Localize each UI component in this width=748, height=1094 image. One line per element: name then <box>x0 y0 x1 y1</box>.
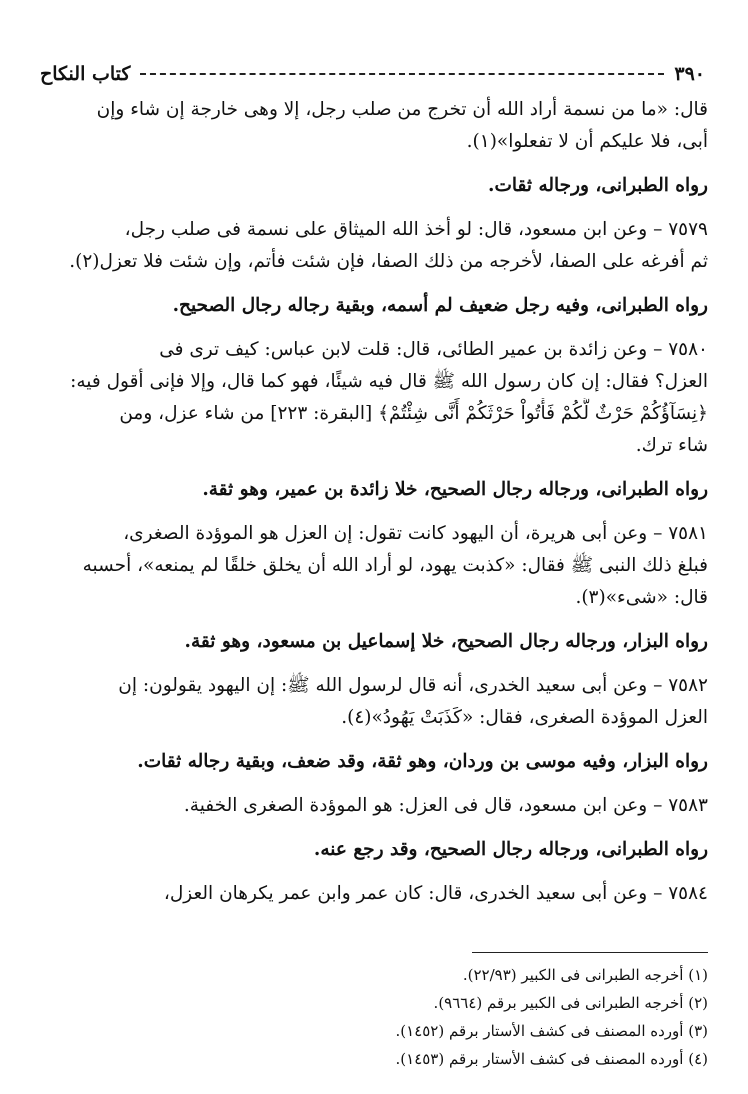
narration-note: رواه البزار، وفيه موسى بن وردان، وهو ثقة، وقد ضعف، وبقية رجاله ثقات. <box>137 751 708 772</box>
hadith-7580-line: ٧٥٨٠ – وعن زائدة بن عمير الطائى، قال: قلت لابن عباس: كيف ترى فى <box>159 339 708 360</box>
main-text <box>40 94 708 910</box>
footnote: (٣) أورده المصنف فى كشف الأستار برقم (١٤٥٢). <box>395 1022 708 1040</box>
page-header <box>40 60 705 88</box>
text-line: شاء ترك. <box>635 435 708 456</box>
hadith-7583-line: ٧٥٨٣ – وعن ابن مسعود، قال فى العزل: هو الموؤدة الصغرى الخفية. <box>183 795 708 816</box>
text-line: العزل الموؤدة الصغرى، فقال: «كَذَبَتْ يَهُودُ»(٤). <box>341 707 708 728</box>
footnote: (٢) أخرجه الطبرانى فى الكبير برقم (٩٦٦٤). <box>433 994 708 1012</box>
text-line: قال: «شىء»(٣). <box>575 587 708 608</box>
hadith-7584-line: ٧٥٨٤ – وعن أبى سعيد الخدرى، قال: كان عمر وابن عمر يكرهان العزل، <box>163 883 708 904</box>
quran-verse-line: ﴿نِسَآؤُكُمْ حَرْثٌ لَّكُمْ فَأْتُواْ حَرْثَكُمْ أَنَّى شِئْتُمْ﴾ [البقرة: ٢٢٣] من شاء عزل، ومن <box>119 403 708 424</box>
footnote: (٤) أورده المصنف فى كشف الأستار برقم (١٤٥٣). <box>395 1050 708 1068</box>
hadith-7582-line: ٧٥٨٢ – وعن أبى سعيد الخدرى، أنه قال لرسول الله ﷺ: إن اليهود يقولون: إن <box>118 675 708 696</box>
narration-note: رواه الطبرانى، ورجاله ثقات. <box>488 175 708 196</box>
text-line: قال: «ما من نسمة أراد الله أن تخرج من صلب رجل، إلا وهى خارجة إن شاء وإن <box>96 99 708 120</box>
text-line: أبى، فلا عليكم أن لا تفعلوا»(١). <box>466 131 708 152</box>
text-line: ثم أفرغه على الصفا، لأخرجه من ذلك الصفا، فإن شئت فأتم، وإن شئت فلا تعزل(٢). <box>69 251 708 272</box>
narration-note: رواه البزار، ورجاله رجال الصحيح، خلا إسماعيل بن مسعود، وهو ثقة. <box>184 631 708 652</box>
narration-note: رواه الطبرانى، وفيه رجل ضعيف لم أسمه، وبقية رجاله رجال الصحيح. <box>172 295 708 316</box>
footnotes <box>40 952 708 1073</box>
text-line: فبلغ ذلك النبى ﷺ فقال: «كذبت يهود، لو أراد الله أن يخلق خلقًا لم يمنعه»، أحسبه <box>82 555 708 576</box>
footnote: (١) أخرجه الطبرانى فى الكبير (٢٢/٩٣). <box>462 966 708 984</box>
hadith-7579-line: ٧٥٧٩ – وعن ابن مسعود، قال: لو أخذ الله الميثاق على نسمة فى صلب رجل، <box>124 219 708 240</box>
narration-note: رواه الطبرانى، ورجاله رجال الصحيح، وقد رجع عنه. <box>313 839 708 860</box>
chapter-title: كتاب النكاح <box>40 63 131 85</box>
footnote-divider <box>472 952 708 953</box>
narration-note: رواه الطبرانى، ورجاله رجال الصحيح، خلا زائدة بن عمير، وهو ثقة. <box>202 479 708 500</box>
text-line: العزل؟ فقال: إن كان رسول الله ﷺ قال فيه شيئًا، فهو كما قال، وإلا فإنى أقول فيه: <box>70 371 708 392</box>
page-number: ٣٩٠ <box>674 63 705 85</box>
hadith-7581-line: ٧٥٨١ – وعن أبى هريرة، أن اليهود كانت تقول: إن العزل هو الموؤدة الصغرى، <box>123 523 708 544</box>
header-divider <box>140 73 664 75</box>
